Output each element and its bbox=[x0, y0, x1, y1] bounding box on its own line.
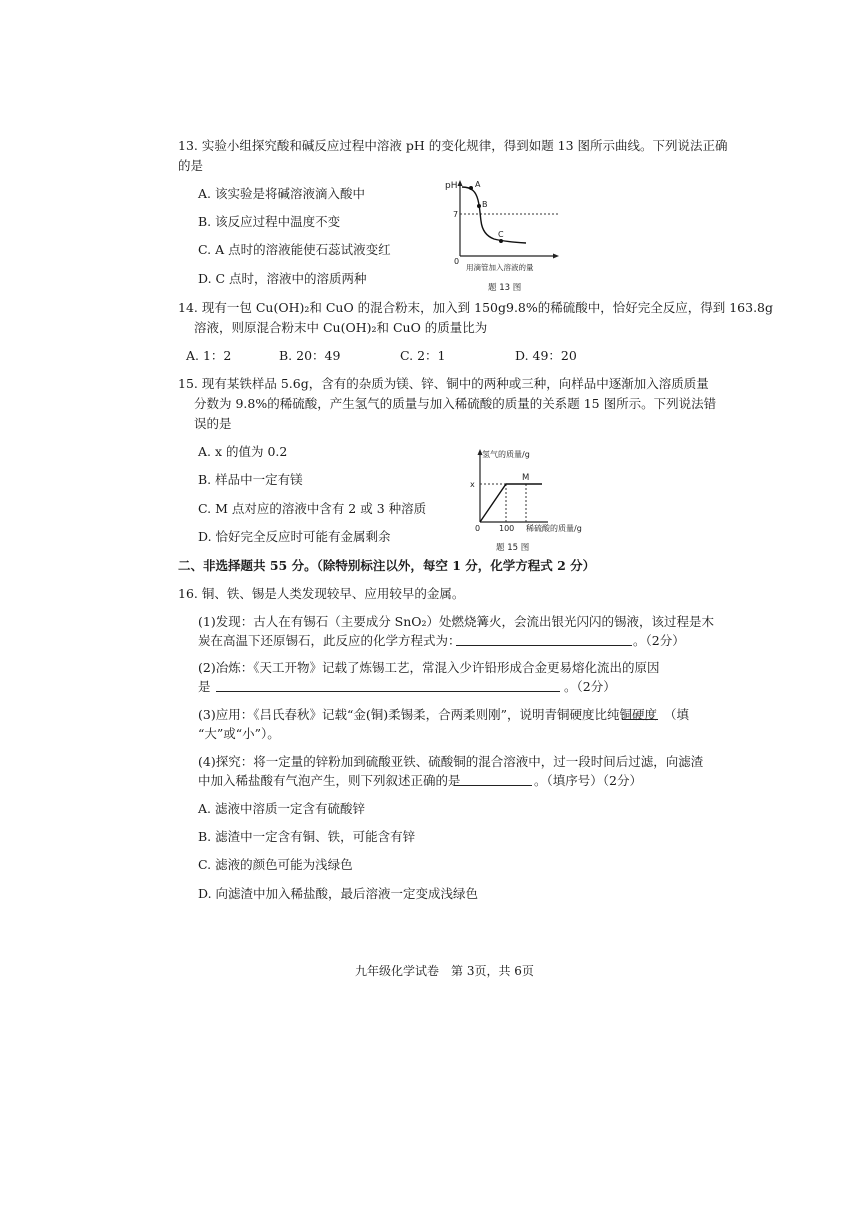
q16-option-d: D. 向滤渣中加入稀盐酸，最后溶液一定变成浅绿色 bbox=[198, 886, 479, 901]
q15-y-label: 氢气的质量/g bbox=[482, 450, 530, 459]
q15-option-d: D. 恰好完全反应时可能有金属剩余 bbox=[198, 529, 391, 544]
q13-option-c: C. A 点时的溶液能使石蕊试液变红 bbox=[198, 242, 391, 257]
q15-option-c: C. M 点对应的溶液中含有 2 或 3 种溶质 bbox=[198, 501, 427, 516]
q16-option-c: C. 滤液的颜色可能为浅绿色 bbox=[198, 857, 353, 872]
q14-stem-line1: 14. 现有一包 Cu(OH)₂和 CuO 的混合粉末，加入到 150g9.8%的稀硫酸中，恰好完全反应，得到 163.8g bbox=[178, 300, 774, 315]
q13-ph-figure bbox=[440, 176, 570, 292]
q16-part2-blank[interactable] bbox=[216, 691, 560, 692]
q16-part2-tail: 。（2分） bbox=[564, 679, 616, 694]
q15-hydrogen-figure bbox=[460, 444, 600, 556]
q13-stem-line1: 13. 实验小组探究酸和碱反应过程中溶液 pH 的变化规律，得到如题 13 图所示曲线。下列说法正确 bbox=[178, 138, 728, 153]
page-footer: 九年级化学试卷 第 3页，共 6页 bbox=[355, 964, 534, 978]
q13-label-c: C bbox=[498, 230, 504, 239]
q13-label-b: B bbox=[482, 200, 488, 209]
q15-x-tick: 100 bbox=[499, 524, 515, 533]
q15-caption: 题 15 图 bbox=[496, 543, 530, 553]
q16-part2-line2: 是 bbox=[198, 679, 211, 694]
q16-part1-blank[interactable] bbox=[456, 645, 632, 646]
section2-heading: 二、非选择题共 55 分。（除特别标注以外，每空 1 分，化学方程式 2 分） bbox=[178, 558, 596, 573]
q14-stem-line2: 溶液，则原混合粉末中 Cu(OH)₂和 CuO 的质量比为 bbox=[194, 320, 488, 335]
q15-stem-line3: 误的是 bbox=[194, 416, 232, 431]
q14-option-b: B. 20：49 bbox=[279, 348, 341, 363]
q15-label-m: M bbox=[522, 473, 530, 483]
q13-option-b: B. 该反应过程中温度不变 bbox=[198, 214, 341, 229]
q13-option-d: D. C 点时，溶液中的溶质两种 bbox=[198, 271, 367, 286]
q15-origin: 0 bbox=[475, 524, 481, 533]
q13-y-label: pH bbox=[445, 181, 458, 191]
q13-caption: 题 13 图 bbox=[488, 283, 522, 293]
q14-option-d: D. 49：20 bbox=[515, 348, 577, 363]
q15-hydrogen-curve bbox=[480, 484, 542, 522]
q13-point-c bbox=[499, 239, 503, 243]
q16-part4-line2: 中加入稀盐酸有气泡产生，则下列叙述正确的是 bbox=[198, 773, 461, 788]
q16-part4-line1: (4)探究：将一定量的锌粉加到硫酸亚铁、硫酸铜的混合溶液中，过一段时间后过滤，向滤渣 bbox=[198, 754, 704, 769]
q14-option-c: C. 2：1 bbox=[400, 348, 446, 363]
q16-part4-tail: 。（填序号）（2分） bbox=[534, 773, 642, 788]
q13-label-a: A bbox=[475, 180, 481, 189]
q13-stem-line2: 的是 bbox=[178, 158, 204, 173]
q16-part1-line1: (1)发现：古人在有锡石（主要成分 SnO₂）处燃烧篝火，会流出银光闪闪的锡液，该过程是木 bbox=[198, 614, 715, 629]
q16-part2-line1: (2)冶炼：《天工开物》记载了炼锡工艺，常混入少许铅形成合金更易熔化流出的原因 bbox=[198, 660, 660, 675]
q16-part1-tail: 。（2分） bbox=[633, 633, 685, 648]
q16-part4-blank[interactable] bbox=[454, 785, 532, 786]
q16-option-b: B. 滤渣中一定含有铜、铁，可能含有锌 bbox=[198, 829, 416, 844]
q15-option-b: B. 样品中一定有镁 bbox=[198, 472, 303, 487]
q13-x-label: 用滴管加入溶液的量 bbox=[466, 263, 534, 272]
q15-stem-line1: 15. 现有某铁样品 5.6g，含有的杂质为镁、锌、铜中的两种或三种，向样品中逐渐加入溶质质量 bbox=[178, 376, 709, 391]
q13-point-b bbox=[477, 204, 481, 208]
q16-option-a: A. 滤液中溶质一定含有硫酸锌 bbox=[198, 801, 365, 816]
q16-part3-line2: “大”或“小”）。 bbox=[198, 726, 280, 741]
q13-y-tick: 7 bbox=[453, 210, 459, 219]
q16-part3-line1: (3)应用：《吕氏春秋》记载“金(铜)柔锡柔，合两柔则刚”，说明青铜硬度比纯铜硬度 bbox=[198, 707, 657, 722]
q13-point-a bbox=[469, 186, 473, 190]
q15-y-tick: x bbox=[470, 480, 475, 489]
q16-part1-line2: 炭在高温下还原锡石，此反应的化学方程式为： bbox=[198, 633, 461, 648]
q13-option-a: A. 该实验是将碱溶液滴入酸中 bbox=[198, 186, 365, 201]
q15-x-label: 稀硫酸的质量/g bbox=[526, 524, 582, 533]
q14-option-a: A. 1：2 bbox=[186, 348, 232, 363]
q16-stem: 16. 铜、铁、锡是人类发现较早、应用较早的金属。 bbox=[178, 586, 465, 601]
q15-stem-line2: 分数为 9.8%的稀硫酸，产生氢气的质量与加入稀硫酸的质量的关系题 15 图所示。下列说法错 bbox=[194, 396, 717, 411]
q13-origin: 0 bbox=[454, 257, 460, 266]
q16-part3-fill-hint: （填 bbox=[664, 707, 690, 722]
q16-part3-blank[interactable] bbox=[622, 719, 658, 720]
q15-option-a: A. x 的值为 0.2 bbox=[198, 444, 288, 459]
q13-ph-curve bbox=[462, 187, 526, 243]
